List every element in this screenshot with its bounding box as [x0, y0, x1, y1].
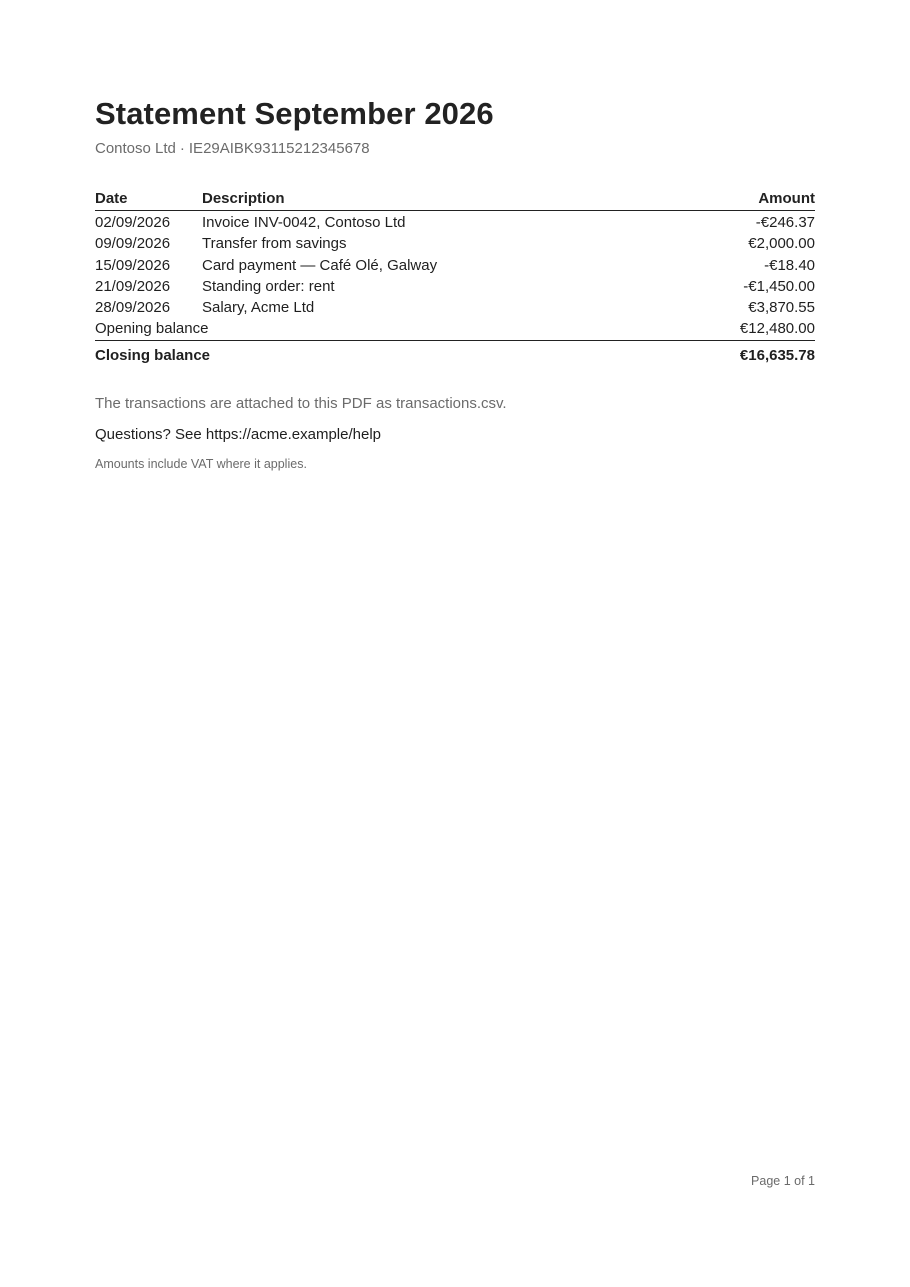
column-header-date: Date — [95, 186, 202, 211]
closing-balance-label: Closing balance — [95, 346, 211, 364]
closing-balance-row — [95, 340, 815, 371]
row-description: Card payment — Café Olé, Galway — [202, 256, 438, 274]
account-subtitle — [95, 140, 370, 157]
row-amount: €2,000.00 — [748, 235, 815, 253]
page-number: Page 1 of 1 — [751, 1174, 815, 1188]
table-row — [95, 233, 815, 254]
opening-balance-amount: €12,480.00 — [667, 318, 815, 340]
table-row — [95, 211, 815, 234]
row-date: 09/09/2026 — [95, 235, 171, 253]
table-row — [95, 276, 815, 297]
opening-balance-row — [95, 318, 815, 340]
row-date: 21/09/2026 — [95, 277, 171, 295]
opening-balance-label: Opening balance — [95, 318, 667, 340]
row-date: 28/09/2026 — [95, 299, 171, 317]
table-row — [95, 255, 815, 276]
row-amount: -€18.40 — [764, 256, 815, 274]
row-description: Invoice INV-0042, Contoso Ltd — [202, 214, 406, 231]
attachment-note: The transactions are attached to this PDF as transactions.csv. — [95, 395, 507, 412]
row-description: Standing order: rent — [202, 277, 335, 295]
row-amount: -€246.37 — [755, 214, 815, 231]
column-header-description: Description — [202, 186, 667, 211]
row-date: 15/09/2026 — [95, 256, 171, 274]
vat-note: Amounts include VAT where it applies. — [95, 457, 307, 471]
table-header-row — [95, 186, 815, 211]
account-holder: Contoso Ltd — [95, 140, 176, 157]
row-description: Transfer from savings — [202, 235, 347, 253]
table-row — [95, 297, 815, 318]
account-iban: IE29AIBK93115212345678 — [188, 140, 370, 157]
row-date: 02/09/2026 — [95, 214, 171, 231]
subtitle-separator: · — [179, 140, 185, 157]
row-amount: €3,870.55 — [748, 299, 815, 317]
transactions-table — [95, 186, 815, 371]
closing-balance-amount: €16,635.78 — [739, 346, 815, 364]
row-description: Salary, Acme Ltd — [202, 299, 315, 317]
help-text[interactable]: Questions? See https://acme.example/help — [95, 426, 381, 443]
row-amount: -€1,450.00 — [743, 277, 815, 295]
page-title: Statement September 2026 — [95, 96, 494, 131]
column-header-amount: Amount — [667, 186, 815, 211]
